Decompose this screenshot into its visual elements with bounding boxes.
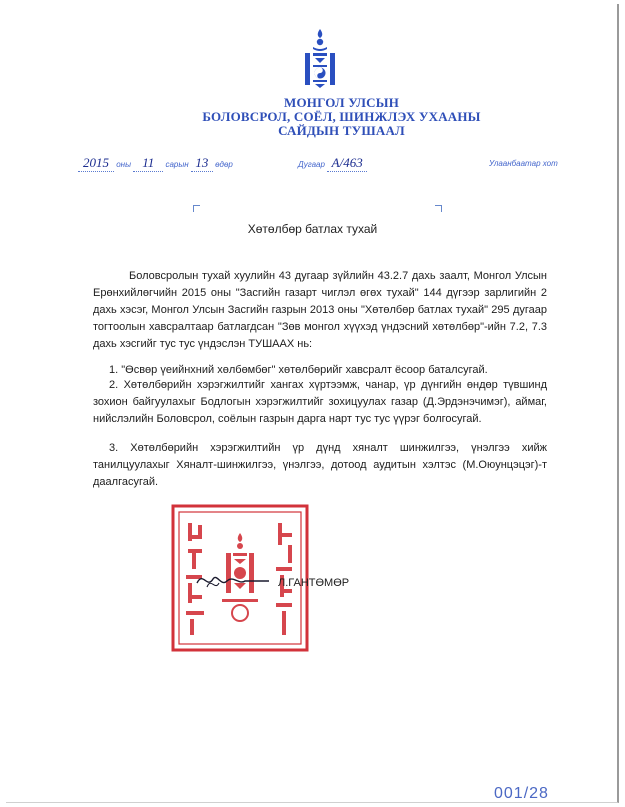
ministry-title-line1: МОНГОЛ УЛСЫН: [283, 95, 400, 110]
subject-corner-right: [435, 205, 442, 212]
ministry-title-line2: БОЛОВСРОЛ, СОЁЛ, ШИНЖЛЭХ УХААНЫ: [202, 109, 481, 124]
subject-corner-left: [193, 205, 200, 212]
date-month: 11: [133, 155, 163, 172]
order-number-label: Дугаар: [298, 160, 325, 169]
date-year: 2015: [78, 155, 114, 172]
order-title: САЙДЫН ТУШААЛ: [278, 123, 405, 138]
signer-name: Л.ГАНТӨМӨР: [278, 577, 350, 589]
signature-scribble: [193, 569, 273, 593]
order-number: [298, 155, 367, 172]
page-number: 001/28: [494, 785, 549, 802]
order-date: [78, 155, 233, 172]
order-item-1: 1. "Өсвөр үеийнхний хөлбөмбөг" хөтөлбөрийг хавсралт ёсоор баталсугай.: [109, 364, 488, 376]
date-month-suffix: сарын: [165, 160, 189, 169]
preamble-paragraph: Боловсролын тухай хуулийн 43 дугаар зүйлийн 43.2.7 дахь заалт, Монгол Улсын Ерөнхийлөгчийн 2015 оны "Засгийн газарт чиглэл өгөх тухай" 144 дүгээр зарлигийн 2 дахь хэсэг, Монгол Улсын Засгийн газрын 2013 оны "Хөтөлбөр батлах тухай" 295 дугаар тогтоолын хавсралтаар батлагдсан "Зөв монгол хүүхэд үндэсний хөтөлбөр"-ийн 7.2, 7.3 дахь хэсгийг тус тус үндэслэн ТУШААХ нь:: [93, 270, 547, 350]
soyombo-emblem-icon: [300, 27, 340, 89]
issue-city: Улаанбаатар хот: [489, 159, 558, 168]
order-item-3: 3. Хөтөлбөрийн хэрэгжилтийн үр дүнд хяналт шинжилгээ, үнэлгээ хийж танилцуулахыг Хяналт-шинжилгээ, үнэлгээ, дотоод аудитын хэлтэс (М.Оюунцэцэг)-т даалгасугай.: [93, 442, 547, 488]
date-year-suffix: оны: [116, 160, 131, 169]
date-day: 13: [191, 155, 213, 172]
date-day-suffix: өдөр: [215, 160, 233, 169]
order-number-value: А/463: [327, 155, 367, 172]
order-item-2: 2. Хөтөлбөрийн хэрэгжилтийг хангах хүртээмж, чанар, үр дүнгийн өндөр түвшинд зохион байгуулахыг Бодлогын хэрэгжилтийг зохицуулах газар (Д.Эрдэнэчимэг), аймаг, нийслэлийн Боловсрол, соёлын газрын дарга нарт тус тус үүрэг болгосугай.: [93, 379, 547, 425]
order-subject: Хөтөлбөр батлах тухай: [247, 222, 378, 236]
